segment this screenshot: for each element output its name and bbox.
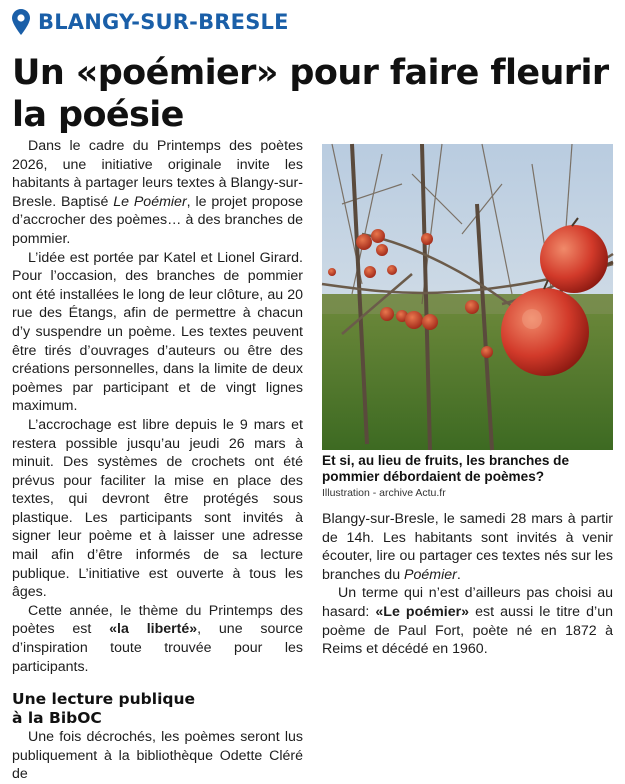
paragraph-3: L’accrochage est libre depuis le 9 mars et restera possible jusqu’au jeudi 26 mars à minuit. Des systèmes de crochets ont été prévus pour faciliter la mise en place des textes, qui devront être protégés sous plastique. Les participants sont invités à signer leur poème et à laisser une adresse mail afin d’être informés de sa lecture publique. L’initiative est ouverte à tous les âges. <box>12 416 303 601</box>
article-headline: Un «poémier» pour faire fleurir la poésie <box>12 53 609 135</box>
photo-caption: Et si, au lieu de fruits, les branches de pommier débordaient de poèmes? <box>322 453 570 484</box>
photo-credit: Illustration - archive Actu.fr <box>322 487 446 499</box>
paragraph-4: Cette année, le thème du Printemps des poètes est «la liberté», une source d’inspiration toute trouvée pour les participants. <box>12 602 303 675</box>
map-pin-icon <box>12 9 30 35</box>
paragraph-2: L’idée est portée par Katel et Lionel Girard. Pour l’occasion, des branches de pommier ont été installées le long de leur clôture, au 20 rue des Étangs, afin de permettre à chacun d’y suspendre un poème. Les textes peuvent être tirés d’ouvrages d’auteurs ou être des créations personnelles, dans la limite de deux poèmes par participant et de vingt lignes maximum. <box>12 249 303 415</box>
apple-branch-photo <box>322 144 613 450</box>
paragraph-1: Dans le cadre du Printemps des poètes 2026, une initiative originale invite les habitants à partager leurs textes à Blangy-sur-Bresle. Baptisé Le Poémier, le projet propose d’accrocher des poèmes… à des branches de pommier. <box>12 138 303 247</box>
paragraph-6: Un terme qui n’est d’ailleurs pas choisi au hasard: «Le poémier» est aussi le titre d’un poème de Paul Fort, poète né en 1872 à Reims et décédé en 1960. <box>322 585 613 658</box>
paragraph-5: Une fois décrochés, les poèmes seront lus publiquement à la bibliothèque Odette Cléré de <box>12 729 303 783</box>
article-column-left <box>12 137 303 784</box>
section-subheading: Une lecture publique à la BibOC <box>12 690 196 728</box>
article-column-right <box>322 510 613 659</box>
location-label: BLANGY-SUR-BRESLE <box>38 10 289 34</box>
paragraph-5-continued: Blangy-sur-Bresle, le samedi 28 mars à partir de 14h. Les habitants sont invités à venir écouter, lire ou partager ces textes nés sur les branches du Poémier. <box>322 511 613 583</box>
kicker <box>12 8 289 36</box>
